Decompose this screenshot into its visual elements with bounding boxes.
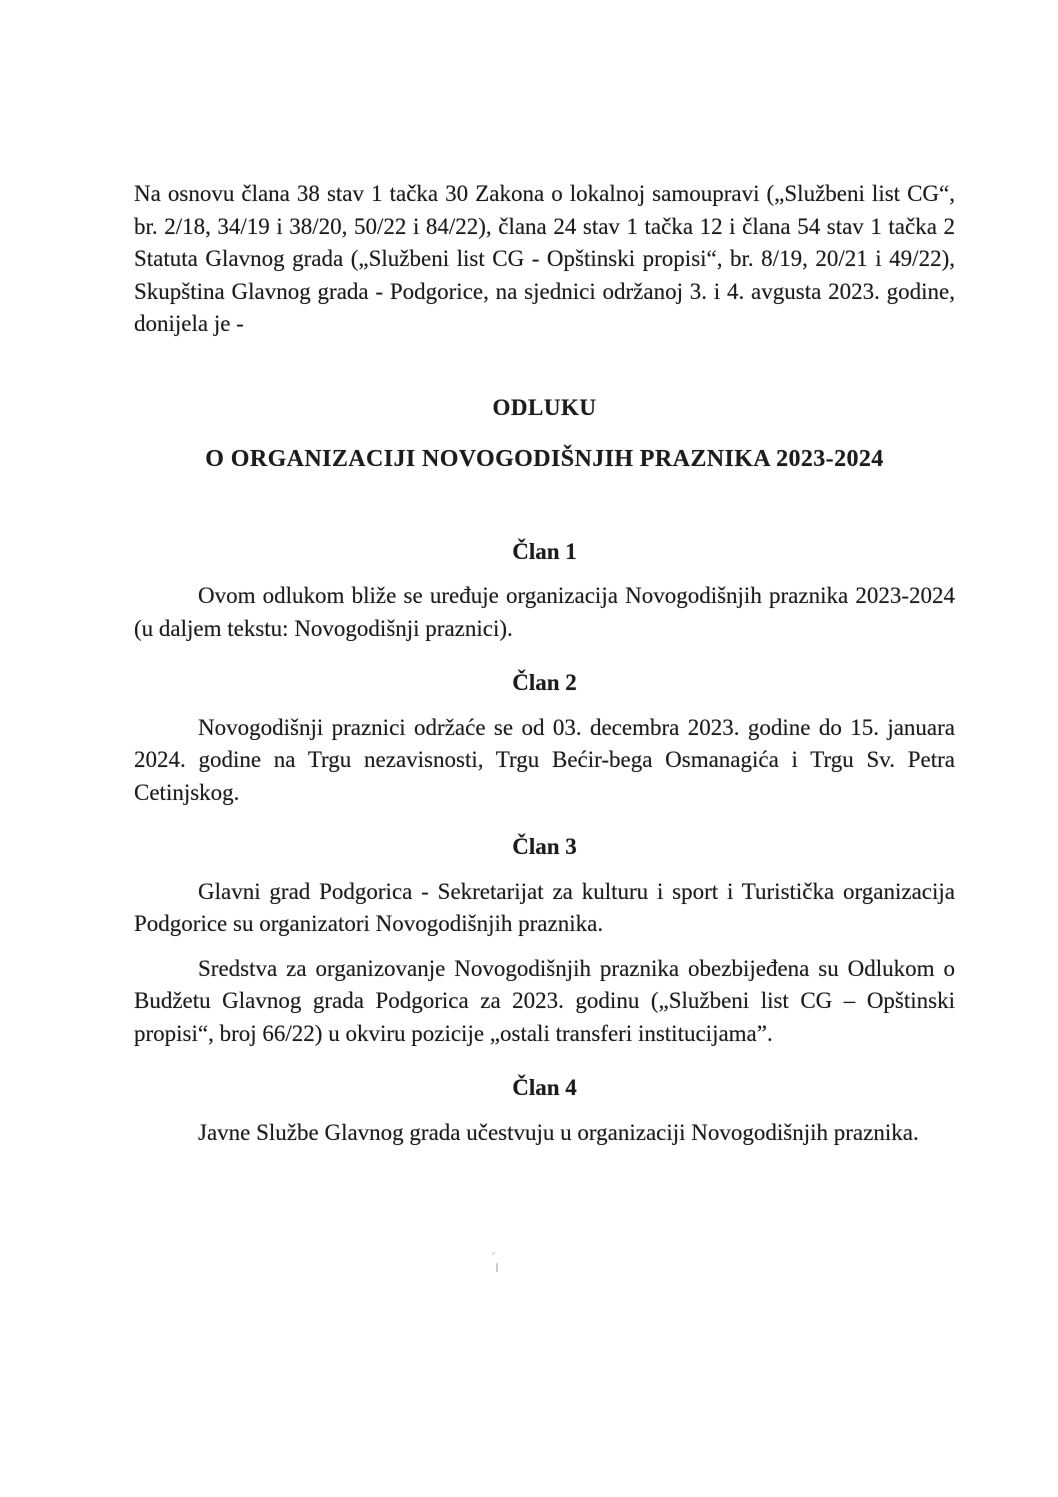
scan-artifact-dash xyxy=(496,1263,498,1272)
decision-title: O ORGANIZACIJI NOVOGODIŠNJIH PRAZNIKA 2023-2024 xyxy=(205,446,884,472)
article-4-heading: Član 4 xyxy=(512,1075,577,1100)
article-1-heading: Član 1 xyxy=(512,538,577,564)
article-3-paragraph-2: Sredstva za organizovanje Novogodišnjih praznika obezbijeđena su Odlukom o Budžetu Glavnog grada Podgorica za 2023. godinu („Službeni list CG – Opštinski propisi“, broj 66/22) u okviru pozicije „ostali transferi institucijama”. xyxy=(134,955,955,1046)
article-2-paragraph: Novogodišnji praznici održaće se od 03. decembra 2023. godine do 15. januara 2024. godine na Trgu nezavisnosti, Trgu Bećir-bega Osmanagića i Trgu Sv. Petra Cetinjskog. xyxy=(134,714,955,805)
decision-heading: ODLUKU xyxy=(492,394,597,420)
article-2-heading: Član 2 xyxy=(512,670,577,695)
article-3-paragraph-1: Glavni grad Podgorica - Sekretarijat za kulturu i sport i Turistička organizacija Podgorice su organizatori Novogodišnjih praznika. xyxy=(134,878,955,936)
article-1-paragraph: Ovom odlukom bliže se uređuje organizacija Novogodišnjih praznika 2023-2024 (u daljem tekstu: Novogodišnji praznici). xyxy=(134,583,955,641)
document-content xyxy=(134,178,955,1149)
intro-paragraph: Na osnovu člana 38 stav 1 tačka 30 Zakona o lokalnoj samoupravi („Službeni list CG“, br. 2/18, 34/19 i 38/20, 50/22 i 84/22), člana 24 stav 1 tačka 12 i člana 54 stav 1 tačka 2 Statuta Glavnog grada („Službeni list CG - Opštinski propisi“, br. 8/19, 20/21 i 49/22), Skupština Glavnog grada - Podgorice, na sjednici održanoj 3. i 4. avgusta 2023. godine, donijela je - xyxy=(134,181,955,336)
scan-artifact-dot xyxy=(492,1252,495,1255)
article-3-heading: Član 3 xyxy=(512,834,577,859)
article-4-paragraph: Javne Službe Glavnog grada učestvuju u organizaciji Novogodišnjih praznika. xyxy=(198,1119,919,1145)
